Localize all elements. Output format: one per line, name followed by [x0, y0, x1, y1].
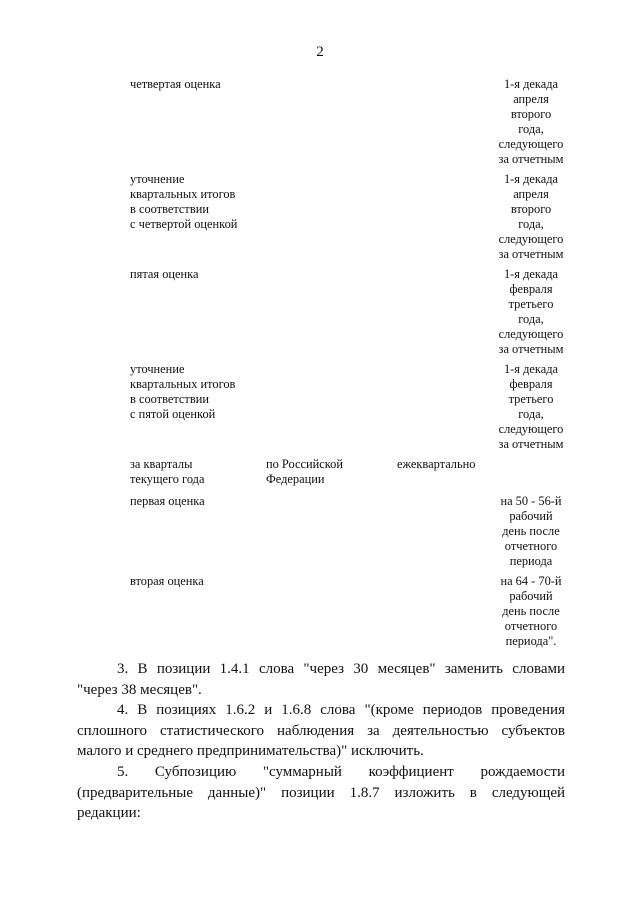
- paragraph-line: 4. В позициях 1.6.2 и 1.6.8 слова "(кроме периодов проведения: [117, 702, 565, 718]
- table-cell-indicator: уточнение квартальных итогов в соответствии с пятой оценкой: [130, 362, 236, 421]
- paragraph-line: малого и среднего предпринимательства)" исключить.: [77, 743, 424, 759]
- table-cell-deadline: на 50 - 56-й рабочий день после отчетного периода: [500, 494, 562, 568]
- paragraph-4: [77, 700, 565, 762]
- table-cell-deadline: 1-я декада февраля третьего года, следующего за отчетным: [498, 267, 564, 356]
- table-cell-indicator: пятая оценка: [130, 267, 199, 281]
- table-cell-indicator: уточнение квартальных итогов в соответствии с четвертой оценкой: [130, 172, 238, 231]
- paragraph-line: "через 38 месяцев".: [77, 681, 202, 698]
- table-cell-indicator: четвертая оценка: [130, 77, 221, 91]
- table-cell-deadline: на 64 - 70-й рабочий день после отчетного периода".: [500, 574, 562, 648]
- table-cell-deadline: 1-я декада апреля второго года, следующего за отчетным: [498, 77, 564, 166]
- table-cell-indicator: вторая оценка: [130, 574, 204, 588]
- paragraph-3: [77, 659, 565, 700]
- paragraph-line: 5. Субпозицию "суммарный коэффициент рождаемости: [117, 764, 565, 780]
- paragraph-5: [77, 762, 565, 824]
- table-cell-territory: по Российской Федерации: [266, 457, 343, 486]
- page-number: 2: [316, 44, 324, 60]
- table-cell-indicator: первая оценка: [130, 494, 205, 508]
- paragraph-line: 3. В позиции 1.4.1 слова "через 30 месяцев" заменить словами: [117, 661, 565, 677]
- table-cell-indicator: за кварталы текущего года: [130, 457, 205, 486]
- table-cell-deadline: 1-я декада апреля второго года, следующего за отчетным: [498, 172, 564, 261]
- paragraph-line: (предварительные данные)" позиции 1.8.7 изложить в следующей: [77, 784, 565, 801]
- table-cell-periodicity: ежеквартально: [397, 457, 476, 471]
- paragraph-line: сплошного статистического наблюдения за деятельностью субъектов: [77, 722, 565, 739]
- paragraph-line: редакции:: [77, 805, 141, 821]
- table-cell-deadline: 1-я декада февраля третьего года, следующего за отчетным: [498, 362, 564, 451]
